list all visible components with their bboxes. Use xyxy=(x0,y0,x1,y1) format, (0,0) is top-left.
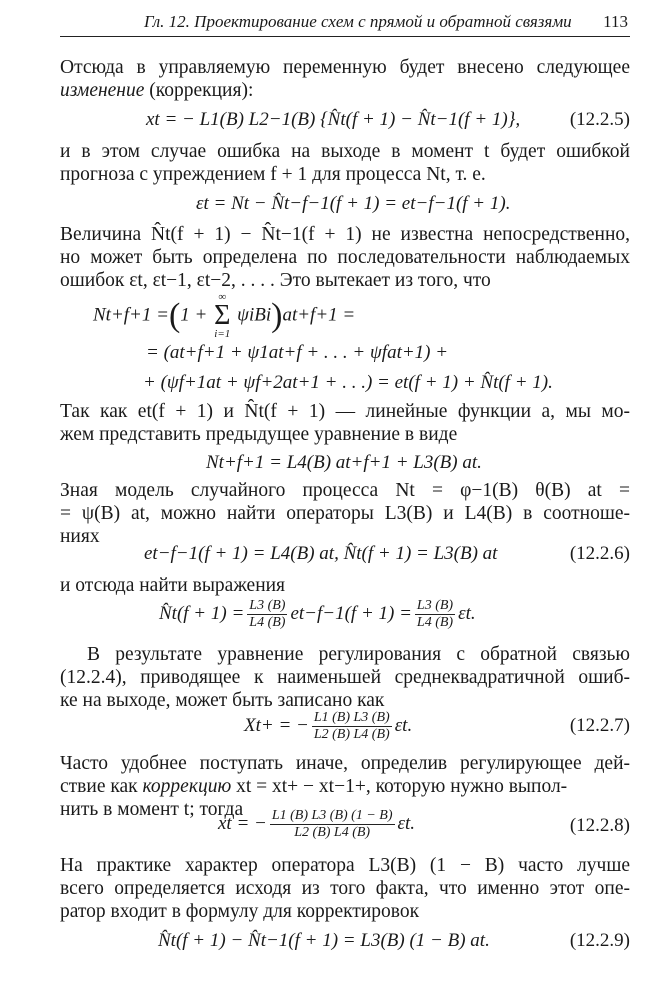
paragraph-text: (коррекция): xyxy=(144,80,254,101)
equation-number: (12.2.5) xyxy=(569,109,630,130)
equation-series-line3: + (ψf+1at + ψf+2at+1 + . . .) = et(f + 1) + N̂t(f + 1). xyxy=(143,372,553,393)
fraction: $\frac{L3 (B)}{L4 (B)}$ xyxy=(416,598,454,631)
paragraph-line: и в этом случае ошибка на выходе в момент t будет ошибкой xyxy=(60,141,630,162)
page-number: 113 xyxy=(603,12,628,31)
equation-part: Nt+f+1 = xyxy=(93,304,169,326)
equation-part: et−f−1(f + 1) = xyxy=(290,603,412,624)
paragraph-line: На практике характер оператора L3(B) (1 − B) часто лучше xyxy=(60,855,630,876)
equation-part: 1 + xyxy=(180,304,213,326)
paragraph-line: ниях xyxy=(60,526,100,547)
equation-series-line2: = (at+f+1 + ψ1at+f + . . . + ψfat+1) + xyxy=(146,342,449,363)
paragraph-line: и отсюда найти выражения xyxy=(60,575,286,596)
paragraph-line: Отсюда в управляемую переменную будет внесено следующее xyxy=(60,57,630,78)
equation-part: Xt+ = − xyxy=(244,715,309,736)
paragraph-line: нить в момент t; тогда xyxy=(60,799,244,820)
paragraph-line: В результате уравнение регулирования с обратной связью xyxy=(87,644,630,665)
paragraph-line: прогноза с упреждением f + 1 для процесса Nt, т. е. xyxy=(60,164,486,185)
fraction: $\frac{L3 (B)}{L4 (B)}$ xyxy=(249,598,286,631)
summation-sign: ∞ Σ i=1 xyxy=(214,291,231,340)
equation-12-2-7 xyxy=(244,706,412,746)
equation-number: (12.2.8) xyxy=(569,815,630,836)
equation-part: εt. xyxy=(394,715,413,736)
equation-part: N̂t(f + 1) = xyxy=(159,603,245,624)
paragraph-line: ошибок εt, εt−1, εt−2, . . . . Это вытекает из того, что xyxy=(60,270,491,291)
fraction: $\frac{L1 (B) L3 (B) (1 - B)}{L2 (B) L4 (B)}$ xyxy=(271,808,393,841)
paragraph-line: Величина N̂t(f + 1) − N̂t−1(f + 1) не известна непосредственно, xyxy=(60,224,630,245)
paragraph-text: ствие как xyxy=(60,776,143,797)
paragraph-line: (12.2.4), приводящее к наименьшей среднеквадратичной ошиб- xyxy=(60,667,630,688)
paragraph-line: Так как et(f + 1) и N̂t(f + 1) — линейные функции a, мы мо- xyxy=(60,401,630,422)
equation-part: ψiBi xyxy=(232,304,272,326)
equation-part: at+f+1 = xyxy=(282,304,356,326)
equation-error: εt = Nt − N̂t−f−1(f + 1) = et−f−1(f + 1). xyxy=(196,193,511,214)
paragraph-text: xt = xt+ − xt−1+, которую нужно выпол- xyxy=(231,776,568,797)
paragraph-line: ратор входит в формулу для корректировок xyxy=(60,901,420,922)
chapter-title: Гл. 12. Проектирование схем с прямой и обратной связями xyxy=(144,12,572,31)
equation-number: (12.2.7) xyxy=(569,715,630,736)
emphasis-text: коррекцию xyxy=(142,776,232,797)
emphasis-text: изменение xyxy=(60,80,145,101)
running-header xyxy=(60,10,630,37)
fraction: $\frac{L1 (B) L3 (B)}{L2 (B) L4 (B)}$ xyxy=(313,710,390,743)
paragraph-line: ке на выходе, может быть записано как xyxy=(60,690,385,711)
equation-number: (12.2.6) xyxy=(569,543,630,564)
equation-forecast xyxy=(159,594,476,634)
paragraph-line: = ψ(B) at, можно найти операторы L3(B) и L4(B) в соотноше- xyxy=(60,503,630,524)
equation-12-2-8 xyxy=(218,804,415,844)
paragraph-line xyxy=(60,80,630,102)
equation-12-2-9: N̂t(f + 1) − N̂t−1(f + 1) = L3(B) (1 − B) at. xyxy=(158,930,490,951)
paragraph-line: жем представить предыдущее уравнение в виде xyxy=(60,424,458,445)
paragraph-line: Зная модель случайного процесса Nt = φ−1(B) θ(B) at = xyxy=(60,480,630,501)
equation-12-2-5: xt = − L1(B) L2−1(B) {N̂t(f + 1) − N̂t−1(f + 1)}, xyxy=(146,109,521,130)
equation-part: xt = − xyxy=(218,813,267,834)
paragraph-line xyxy=(60,776,630,798)
equation-number: (12.2.9) xyxy=(569,930,630,951)
paragraph-line: всего определяется исходя из того факта, что именно этот опе- xyxy=(60,878,630,899)
paragraph-line: Часто удобнее поступать иначе, определив регулирующее дей- xyxy=(60,753,630,774)
equation-part: εt. xyxy=(397,813,416,834)
equation-12-2-6: et−f−1(f + 1) = L4(B) at, N̂t(f + 1) = L3(B) at xyxy=(144,543,498,564)
equation-series: Nt+f+1 =(1 + ∞ Σ i=1 ψiBi)at+f+1 = xyxy=(93,291,356,340)
paragraph-line: но может быть определена по последовательности наблюдаемых xyxy=(60,247,630,268)
equation-part: εt. xyxy=(458,603,476,624)
equation-n-decomposition: Nt+f+1 = L4(B) at+f+1 + L3(B) at. xyxy=(206,452,482,473)
